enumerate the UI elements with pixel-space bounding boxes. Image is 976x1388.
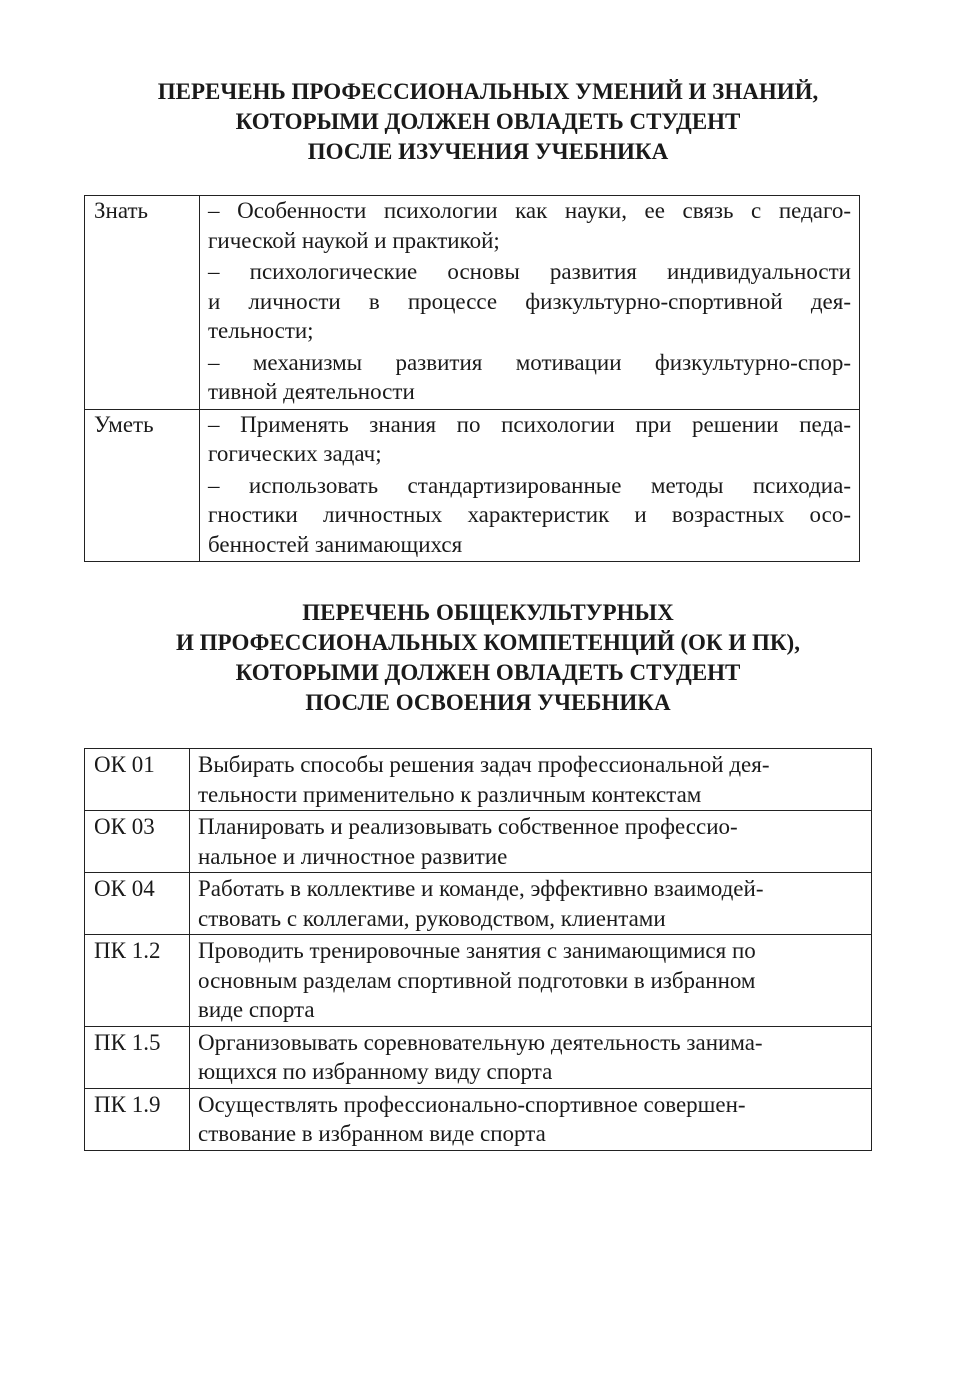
skills-table bbox=[84, 195, 860, 562]
text-line: ствование в избранном виде спорта bbox=[198, 1121, 546, 1146]
row-key: Знать bbox=[85, 196, 200, 410]
text-line: Выбирать способы решения задач профессиональной дея- bbox=[198, 752, 770, 777]
text-line: Проводить тренировочные занятия с занимающимися по bbox=[198, 938, 756, 963]
bullet-item bbox=[208, 257, 851, 346]
competency-code: ОК 01 bbox=[85, 749, 190, 811]
text-line: тивной деятельности bbox=[208, 379, 415, 404]
heading-line: ПОСЛЕ ОСВОЕНИЯ УЧЕБНИКА bbox=[305, 690, 671, 715]
text-line: – механизмы развития мотивации физкультурно-спор- bbox=[208, 349, 851, 375]
row-key: Уметь bbox=[85, 409, 200, 562]
competency-code: ПК 1.9 bbox=[85, 1088, 190, 1150]
row-content bbox=[200, 196, 860, 410]
competencies-table bbox=[84, 748, 872, 1151]
competency-code: ПК 1.5 bbox=[85, 1026, 190, 1088]
row-content bbox=[200, 409, 860, 562]
competency-description bbox=[190, 749, 872, 811]
text-line: Осуществлять профессионально-спортивное совершен- bbox=[198, 1091, 746, 1117]
heading-line: КОТОРЫМИ ДОЛЖЕН ОВЛАДЕТЬ СТУДЕНТ bbox=[235, 109, 741, 134]
competency-description bbox=[190, 873, 872, 935]
heading-line: КОТОРЫМИ ДОЛЖЕН ОВЛАДЕТЬ СТУДЕНТ bbox=[235, 660, 741, 685]
table-row bbox=[85, 196, 860, 410]
text-line: гностики личностных характеристик и возрастных осо- bbox=[208, 502, 851, 527]
table-row bbox=[85, 935, 872, 1027]
heading-line: И ПРОФЕССИОНАЛЬНЫХ КОМПЕТЕНЦИЙ (ОК И ПК), bbox=[176, 630, 800, 655]
competency-description bbox=[190, 1026, 872, 1088]
bullet-item bbox=[208, 348, 851, 407]
heading-line: ПОСЛЕ ИЗУЧЕНИЯ УЧЕБНИКА bbox=[307, 139, 669, 164]
text-line: Планировать и реализовывать собственное профессио- bbox=[198, 814, 738, 839]
text-line: тельности применительно к различным контекстам bbox=[198, 781, 702, 807]
text-line: тельности; bbox=[208, 318, 314, 343]
text-line: Работать в коллективе и команде, эффективно взаимодей- bbox=[198, 876, 764, 901]
text-line: – психологические основы развития индивидуальности bbox=[208, 259, 851, 284]
competency-description bbox=[190, 935, 872, 1027]
text-line: бенностей занимающихся bbox=[208, 531, 463, 557]
text-line: гогических задач; bbox=[208, 441, 382, 466]
text-line: – Особенности психологии как науки, ее связь с педаго- bbox=[208, 198, 851, 223]
text-line: виде спорта bbox=[198, 997, 315, 1022]
table-row bbox=[85, 1026, 872, 1088]
table-row bbox=[85, 749, 872, 811]
bullet-item bbox=[208, 471, 851, 560]
competencies-heading bbox=[0, 598, 976, 718]
heading-line: ПЕРЕЧЕНЬ ПРОФЕССИОНАЛЬНЫХ УМЕНИЙ И ЗНАНИЙ, bbox=[157, 79, 819, 104]
text-line: ющихся по избранному виду спорта bbox=[198, 1059, 553, 1084]
competency-code: ОК 03 bbox=[85, 811, 190, 873]
text-line: – использовать стандартизированные методы психодиа- bbox=[208, 472, 851, 498]
text-line: гической наукой и практикой; bbox=[208, 227, 500, 253]
text-line: Организовывать соревновательную деятельность занима- bbox=[198, 1029, 763, 1055]
competency-description bbox=[190, 1088, 872, 1150]
heading-line: ПЕРЕЧЕНЬ ОБЩЕКУЛЬТУРНЫХ bbox=[302, 600, 674, 625]
text-line: – Применять знания по психологии при решении педа- bbox=[208, 411, 851, 437]
table-row bbox=[85, 811, 872, 873]
text-line: нальное и личностное развитие bbox=[198, 843, 508, 869]
bullet-item bbox=[208, 196, 851, 255]
text-line: основным разделам спортивной подготовки в избранном bbox=[198, 967, 756, 993]
table-row bbox=[85, 873, 872, 935]
competency-code: ПК 1.2 bbox=[85, 935, 190, 1027]
table-row bbox=[85, 409, 860, 562]
bullet-item bbox=[208, 410, 851, 469]
competency-code: ОК 04 bbox=[85, 873, 190, 935]
table-row bbox=[85, 1088, 872, 1150]
competency-description bbox=[190, 811, 872, 873]
text-line: ствовать с коллегами, руководством, клиентами bbox=[198, 905, 666, 931]
skills-heading bbox=[0, 77, 976, 167]
text-line: и личности в процессе физкультурно-спортивной дея- bbox=[208, 288, 851, 314]
